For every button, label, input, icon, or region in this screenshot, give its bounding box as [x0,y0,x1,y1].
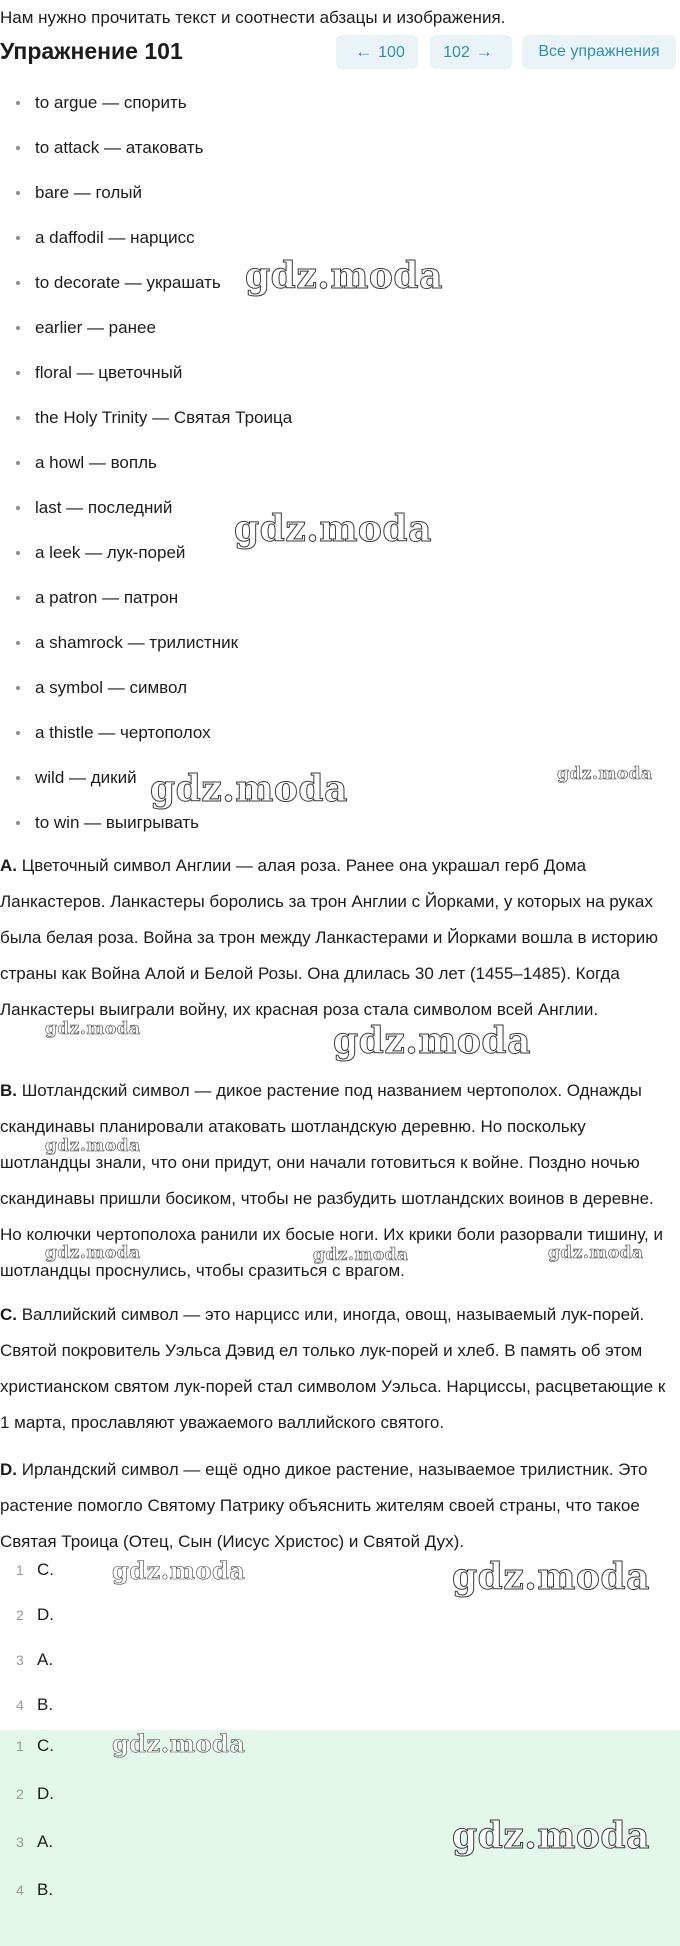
paragraph-label: A. [0,856,17,875]
watermark-logo: gdz.moda [557,764,653,784]
all-exercises-button[interactable]: Все упражнения [522,35,676,69]
bullet [16,281,20,285]
answer-value: B. [37,1695,54,1714]
vocab-item [0,181,660,226]
watermark-logo: gdz.moda [45,1019,141,1039]
answer-value: A. [37,1650,54,1669]
vocab-text: to attack — атаковать [35,138,204,157]
bullet [16,821,20,825]
vocab-item [0,721,660,766]
page-title: Упражнение 101 [0,38,183,64]
vocab-text: last — последний [35,498,173,517]
watermark-logo: gdz.moda [333,1020,531,1062]
bullet [16,236,20,240]
vocab-text: a symbol — символ [35,678,187,697]
vocab-text: bare — голый [35,183,143,202]
watermark-logo: gdz.moda [452,1815,650,1857]
next-exercise-button[interactable] [430,35,512,69]
watermark-logo: gdz.moda [548,1243,644,1263]
vocab-text: a patron — патрон [35,588,179,607]
vocab-text: wild — дикий [35,768,137,787]
vocab-text: to argue — спорить [35,93,187,112]
bullet [16,416,20,420]
answer-number: 4 [16,1697,24,1713]
bullet [16,551,20,555]
paragraph-d [0,1452,676,1560]
prev-exercise-label: 100 [378,44,405,61]
vocab-item [0,361,660,406]
vocab-item [0,631,660,676]
answer-value: C. [37,1736,54,1755]
next-exercise-label: 102 [443,44,470,61]
answer-number: 1 [16,1562,24,1578]
bullet [16,101,20,105]
watermark-logo: gdz.moda [112,1556,246,1585]
bullet [16,191,20,195]
vocab-text: a howl — вопль [35,453,157,472]
answer-item [0,1603,680,1648]
watermark-logo: gdz.moda [313,1245,409,1265]
paragraph-label: D. [0,1460,17,1479]
vocab-text: to decorate — украшать [35,273,221,292]
answer-number: 3 [16,1834,24,1850]
bullet [16,596,20,600]
vocab-text: the Holy Trinity — Святая Троица [35,408,293,427]
paragraph-c [0,1297,676,1441]
paragraph-text: Ирландский символ — ещё одно дикое растение, называемое трилистник. Это растение помогло Святому Патрику объяснить жителям своей страны, что такое Святая Троица (Отец, Сын (Иисус Христос) и Святой Дух). [0,1460,648,1551]
bullet [16,146,20,150]
answer-number: 4 [16,1882,24,1898]
vocab-item [0,91,660,136]
answer-item [0,1648,680,1693]
vocab-text: a daffodil — нарцисс [35,228,195,247]
bullet [16,686,20,690]
bullet [16,641,20,645]
prev-exercise-button[interactable] [336,35,418,69]
vocabulary-list [0,91,660,856]
answer-value: A. [37,1832,54,1851]
bullet [16,461,20,465]
answer-item [0,1878,680,1926]
vocab-text: a thistle — чертополох [35,723,211,742]
vocab-item [0,451,660,496]
vocab-item [0,406,660,451]
vocab-text: to win — выигрывать [35,813,200,832]
paragraph-text: Шотландский символ — дикое растение под названием чертополох. Однажды скандинавы планировали атаковать шотландскую деревню. Но поскольку шотландцы знали, что они придут, они начали готовиться к войне. Поздно ночью скандинавы пришли босиком, чтобы не разбудить шотландских воинов в деревне. Но колючки чертополоха ранили их босые ноги. Их крики боли разорвали тишину, и шотландцы проснулись, чтобы сразиться с врагом. [0,1081,663,1280]
arrow-left-icon: ← [355,42,373,61]
answer-item [0,1734,680,1782]
answer-number: 1 [16,1738,24,1754]
answer-value: B. [37,1880,54,1899]
paragraph-text: Валлийский символ — это нарцисс или, иногда, овощ, называемый лук-порей. Святой покровитель Уэльса Дэвид ел только лук-порей и хлеб. В память об этом христианском святом лук-порей стал символом Уэльса. Нарциссы, расцветающие к 1 марта, прославляют уважаемого валлийского святого. [0,1305,666,1432]
paragraph-label: B. [0,1081,17,1100]
vocab-item [0,586,660,631]
paragraph-text: Цветочный символ Англии — алая роза. Ранее она украшал герб Дома Ланкастеров. Ланкастеры боролись за трон Англии с Йорками, у которых на руках была белая роза. Война за трон между Ланкастерами и Йорками вошла в историю страны как Война Алой и Белой Розы. Она длилась 30 лет (1455–1485). Когда Ланкастеры выиграли войну, их красная роза стала символом всей Англии. [0,856,658,1019]
vocab-text: floral — цветочный [35,363,183,382]
watermark-logo: gdz.moda [45,1243,141,1263]
answer-number: 2 [16,1786,24,1802]
watermark-logo: gdz.moda [452,1556,650,1598]
vocab-item [0,136,660,181]
watermark-logo: gdz.moda [150,768,348,810]
bullet [16,776,20,780]
vocab-text: earlier — ранее [35,318,156,337]
paragraph-label: C. [0,1305,17,1324]
answer-value: C. [37,1560,54,1579]
answer-number: 2 [16,1607,24,1623]
answer-value: D. [37,1784,54,1803]
arrow-right-icon: → [475,42,493,61]
answer-number: 3 [16,1652,24,1668]
intro-text: Нам нужно прочитать текст и соотнести абзацы и изображения. [0,8,506,27]
paragraph-a [0,848,676,1028]
vocab-item [0,316,660,361]
answer-value: D. [37,1605,54,1624]
bullet [16,731,20,735]
watermark-logo: gdz.moda [234,508,432,550]
watermark-logo: gdz.moda [245,255,443,297]
bullet [16,371,20,375]
vocab-text: a leek — лук-порей [35,543,186,562]
vocab-text: a shamrock — трилистник [35,633,239,652]
bullet [16,506,20,510]
bullet [16,326,20,330]
watermark-logo: gdz.moda [112,1729,246,1758]
vocab-item [0,676,660,721]
watermark-logo: gdz.moda [45,1136,141,1156]
